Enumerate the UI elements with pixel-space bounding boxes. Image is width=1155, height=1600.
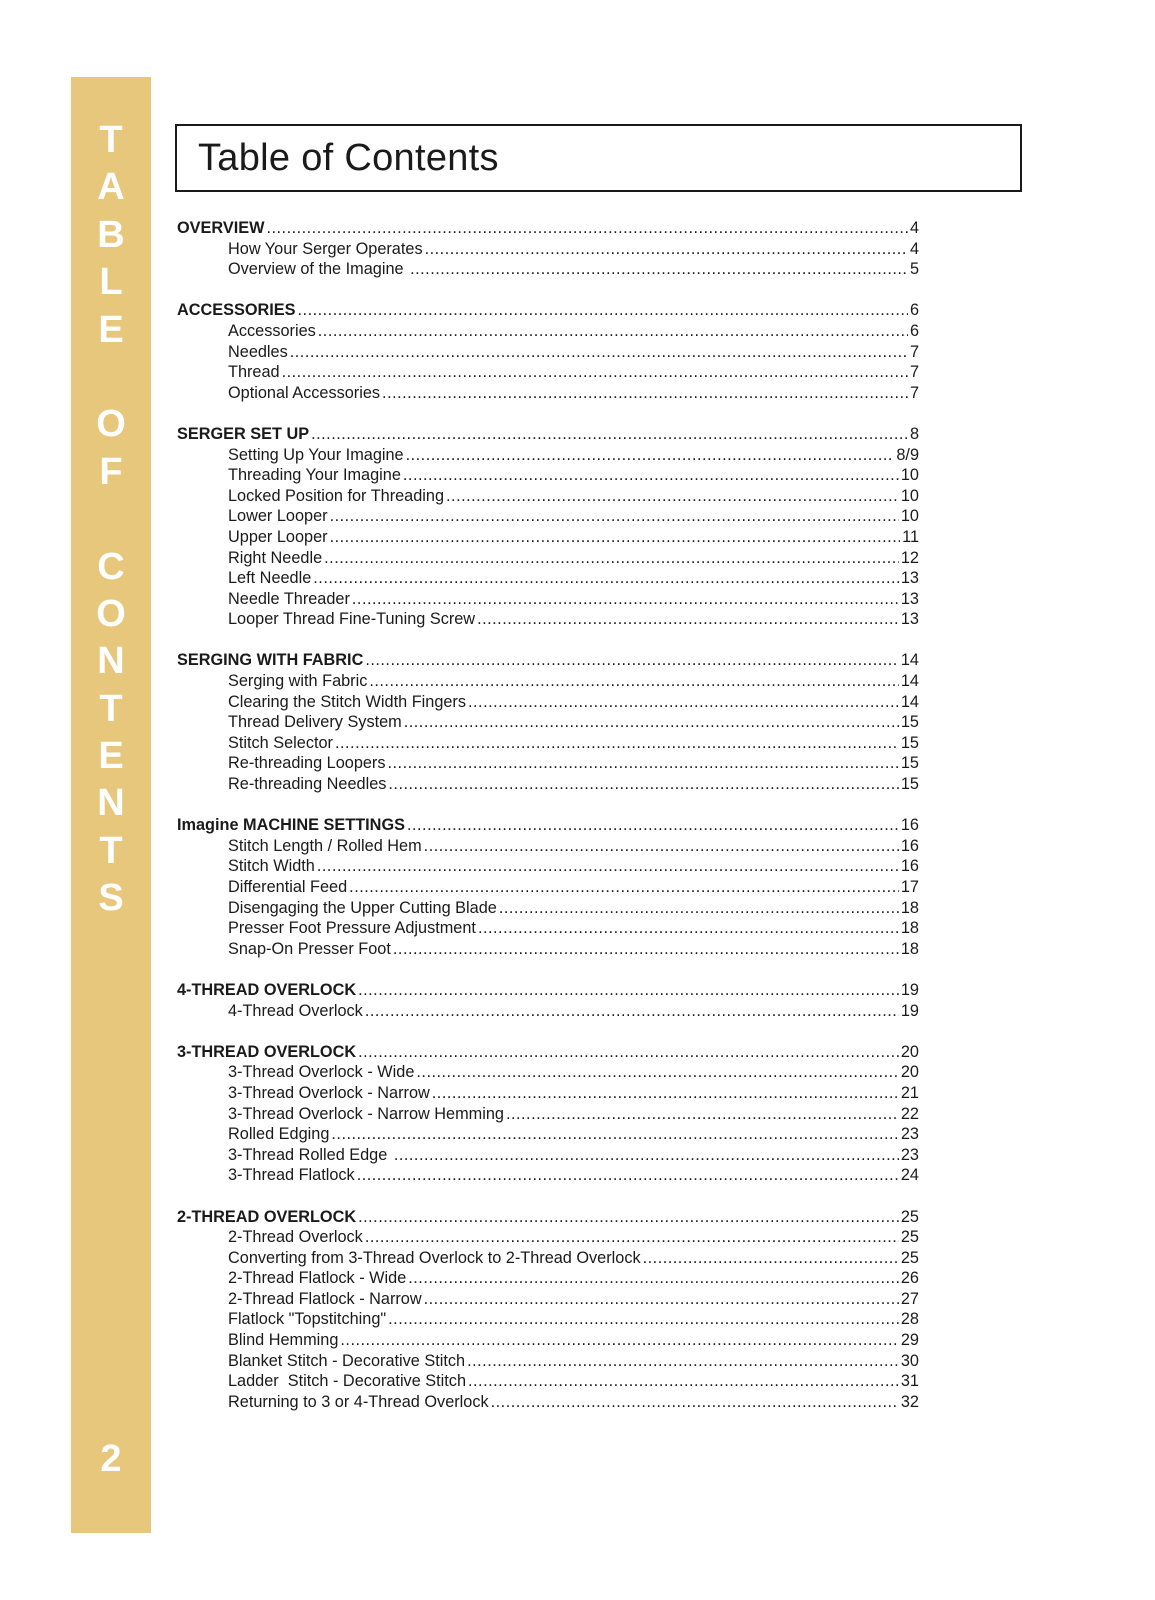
dot-leader: [478, 918, 899, 939]
toc-entry-page: 27: [900, 1289, 919, 1308]
toc-entry[interactable]: [177, 1351, 919, 1372]
toc-entry-page: 15: [900, 775, 919, 794]
side-tab-spacer: [106, 354, 117, 401]
toc-entry-page: 10: [900, 466, 919, 485]
side-tab-letter: S: [98, 877, 124, 920]
toc-entry-label: Right Needle: [228, 548, 323, 567]
side-tab-letter: F: [99, 450, 123, 493]
toc-entry-page: 18: [900, 919, 919, 938]
dot-leader: [468, 692, 899, 713]
toc-entry-label: Disengaging the Upper Cutting Blade: [228, 898, 497, 917]
toc-entry-page: 22: [900, 1104, 919, 1123]
dot-leader: [394, 1145, 899, 1166]
side-tab-band: [71, 77, 151, 1533]
toc-entry-label: Stitch Selector: [228, 733, 333, 752]
toc-entry-page: 19: [900, 1001, 919, 1020]
dot-leader: [424, 836, 899, 857]
dot-leader: [290, 342, 908, 363]
toc-entry-page: 23: [900, 1125, 919, 1144]
toc-entry-page: 16: [900, 836, 919, 855]
toc-entry[interactable]: [177, 1227, 919, 1248]
toc-entry-label: Re-threading Needles: [228, 775, 387, 794]
toc-entry[interactable]: [177, 1330, 919, 1351]
side-tab-letter: C: [97, 545, 125, 588]
toc-entry[interactable]: [177, 1371, 919, 1392]
toc-entry[interactable]: [177, 1062, 919, 1083]
toc-entry-page: 25: [900, 1228, 919, 1247]
side-tab-letter: T: [99, 687, 123, 730]
toc-entry[interactable]: [177, 1104, 919, 1125]
dot-leader: [407, 815, 899, 836]
toc-entry[interactable]: [177, 1165, 919, 1186]
toc-heading-label: 2-THREAD OVERLOCK: [177, 1207, 357, 1226]
dot-leader: [358, 980, 899, 1001]
dot-leader: [318, 321, 908, 342]
toc-entry-page: 10: [900, 486, 919, 505]
toc-section: [177, 980, 919, 1021]
toc-entry-page: 20: [900, 1063, 919, 1082]
dot-leader: [365, 1227, 899, 1248]
toc-entry-page: 24: [900, 1166, 919, 1185]
dot-leader: [365, 650, 899, 671]
toc-entry-label: Needle Threader: [228, 589, 350, 608]
toc-entry-page: 7: [909, 383, 919, 402]
toc-entry-label: Presser Foot Pressure Adjustment: [228, 919, 476, 938]
toc-entry-page: 16: [900, 857, 919, 876]
toc-entry-page: 11: [902, 527, 919, 546]
toc-entry-page: 15: [900, 713, 919, 732]
toc-entry-label: Rolled Edging: [228, 1125, 330, 1144]
toc-entry[interactable]: [177, 445, 919, 466]
toc-entry-page: 7: [909, 342, 919, 361]
dot-leader: [406, 445, 895, 466]
toc-entry[interactable]: [177, 918, 919, 939]
toc-entry-page: 7: [909, 363, 919, 382]
toc-entry[interactable]: [177, 856, 919, 877]
toc-entry[interactable]: [177, 753, 919, 774]
toc-section: [177, 1207, 919, 1413]
toc-entry[interactable]: [177, 383, 919, 404]
toc-entry[interactable]: [177, 774, 919, 795]
toc-entry-page: 13: [900, 569, 919, 588]
toc-entry-page: 4: [909, 239, 919, 258]
toc-entry-label: Differential Feed: [228, 878, 348, 896]
dot-leader: [311, 424, 908, 445]
dot-leader: [408, 1268, 899, 1289]
dot-leader: [424, 1289, 899, 1310]
toc-entry-label: 2-Thread Flatlock - Wide: [228, 1269, 407, 1288]
toc-entry[interactable]: [177, 733, 919, 754]
toc-entry[interactable]: [177, 1083, 919, 1104]
toc-entry-label: Needles: [228, 342, 288, 361]
toc-heading[interactable]: [177, 1042, 919, 1063]
toc-entry-label: Looper Thread Fine-Tuning Screw: [228, 610, 476, 629]
toc-entry-label: Ladder Stitch - Decorative Stitch: [228, 1372, 466, 1391]
side-tab-letter: E: [98, 308, 124, 351]
side-tab-spacer: [106, 496, 117, 543]
toc-entry-label: Blanket Stitch - Decorative Stitch: [228, 1351, 466, 1370]
toc-entry[interactable]: [177, 1268, 919, 1289]
toc-section: [177, 815, 919, 959]
dot-leader: [358, 1207, 899, 1228]
side-tab-letter: T: [99, 119, 123, 161]
dot-leader: [298, 300, 908, 321]
toc-entry-label: Left Needle: [228, 569, 312, 588]
dot-leader: [357, 1165, 899, 1186]
toc-heading[interactable]: [177, 815, 919, 836]
toc-entry[interactable]: [177, 589, 919, 610]
side-tab-letter: B: [97, 213, 125, 256]
dot-leader: [340, 1330, 898, 1351]
dot-leader: [388, 1309, 899, 1330]
dot-leader: [324, 548, 899, 569]
toc-entry-label: Stitch Width: [228, 857, 315, 876]
toc-entry[interactable]: [177, 1001, 919, 1022]
dot-leader: [317, 856, 899, 877]
toc-entry-page: 15: [900, 733, 919, 752]
toc-entry-page: 13: [900, 589, 919, 608]
toc-heading-page: 25: [900, 1207, 919, 1226]
toc-entry-label: Thread: [228, 363, 280, 382]
toc-entry-page: 8/9: [896, 445, 919, 464]
toc-entry-label: 3-Thread Overlock - Wide: [228, 1063, 415, 1082]
dot-leader: [358, 1042, 899, 1063]
title-box: [175, 124, 1022, 192]
toc-entry[interactable]: [177, 259, 919, 280]
toc-entry[interactable]: [177, 1309, 919, 1330]
toc-entry-label: 3-Thread Flatlock: [228, 1166, 355, 1185]
toc-entry-page: 15: [900, 754, 919, 773]
toc-entry-label: Optional Accessories: [228, 383, 381, 402]
dot-leader: [349, 877, 899, 898]
toc-entry-label: Re-threading Loopers: [228, 754, 386, 773]
toc-entry[interactable]: [177, 486, 919, 507]
toc-entry-page: 10: [900, 507, 919, 526]
dot-leader: [416, 1062, 898, 1083]
toc-entry-label: Thread Delivery System: [228, 713, 402, 732]
toc-entry[interactable]: [177, 527, 919, 548]
toc-entry-label: Lower Looper: [228, 507, 328, 526]
side-tab-letter: A: [97, 166, 125, 209]
toc-entry-page: 14: [900, 692, 919, 711]
side-tab-letter: O: [96, 403, 126, 446]
toc-entry[interactable]: [177, 671, 919, 692]
toc-entry[interactable]: [177, 836, 919, 857]
dot-leader: [335, 733, 899, 754]
dot-leader: [467, 1351, 899, 1372]
toc-entry-label: Overview of the Imagine: [228, 260, 409, 279]
toc-entry[interactable]: [177, 692, 919, 713]
toc-entry-label: Snap-On Presser Foot: [228, 939, 391, 958]
toc-heading-page: 6: [909, 301, 919, 320]
toc-entry-page: 28: [900, 1310, 919, 1329]
toc-section: [177, 300, 919, 403]
dot-leader: [477, 609, 899, 630]
toc-entry-label: Stitch Length / Rolled Hem: [228, 836, 422, 855]
dot-leader: [388, 753, 899, 774]
toc-entry-page: 31: [900, 1372, 919, 1391]
toc-entry[interactable]: [177, 1145, 919, 1166]
toc-entry-label: 4-Thread Overlock: [228, 1001, 363, 1020]
side-tab-vertical-title: [71, 117, 151, 923]
toc-heading-label: ACCESSORIES: [177, 301, 296, 320]
toc-entry[interactable]: [177, 1289, 919, 1310]
dot-leader: [266, 218, 907, 239]
toc-entry-label: Flatlock "Topstitching": [228, 1310, 387, 1329]
toc-entry[interactable]: [177, 506, 919, 527]
side-tab-letter: N: [97, 782, 125, 825]
dot-leader: [382, 383, 908, 404]
dot-leader: [468, 1371, 899, 1392]
toc-entry-label: 2-Thread Overlock: [228, 1228, 363, 1247]
toc-entry-page: 30: [900, 1351, 919, 1370]
dot-leader: [404, 712, 899, 733]
side-tab-letter: E: [98, 735, 124, 778]
dot-leader: [446, 486, 899, 507]
toc-entry-label: Clearing the Stitch Width Fingers: [228, 692, 466, 711]
dot-leader: [330, 527, 901, 548]
toc-heading[interactable]: [177, 424, 919, 445]
toc-heading[interactable]: [177, 218, 919, 239]
toc-entry-page: 26: [900, 1269, 919, 1288]
toc-heading-label: Imagine MACHINE SETTINGS: [177, 816, 405, 835]
dot-leader: [499, 898, 899, 919]
toc-entry-page: 13: [900, 610, 919, 629]
side-tab-letter: L: [99, 261, 123, 304]
toc-heading[interactable]: [177, 1207, 919, 1228]
toc-entry[interactable]: [177, 362, 919, 383]
toc-section: [177, 650, 919, 794]
toc-entry-page: 5: [909, 260, 919, 279]
toc-heading-page: 20: [900, 1042, 919, 1061]
toc-entry-page: 18: [900, 939, 919, 958]
toc-entry-label: Setting Up Your Imagine: [228, 445, 404, 464]
toc-entry-page: 17: [900, 878, 919, 896]
toc-entry-label: Accessories: [228, 321, 316, 340]
toc-entry-label: Locked Position for Threading: [228, 486, 445, 505]
toc-entry[interactable]: [177, 568, 919, 589]
toc-section: [177, 1042, 919, 1186]
toc-entry-page: 12: [900, 548, 919, 567]
dot-leader: [313, 568, 899, 589]
dot-leader: [330, 506, 899, 527]
toc-heading-page: 19: [900, 980, 919, 999]
toc-heading-label: 4-THREAD OVERLOCK: [177, 980, 357, 999]
toc-entry[interactable]: [177, 465, 919, 486]
side-tab-letter: O: [96, 592, 126, 635]
page-title: Table of Contents: [198, 137, 499, 179]
toc-heading-label: SERGING WITH FABRIC: [177, 651, 364, 670]
toc-entry[interactable]: [177, 239, 919, 260]
side-tab-letter: N: [97, 640, 125, 683]
dot-leader: [506, 1104, 899, 1125]
toc-entry-label: Serging with Fabric: [228, 672, 368, 691]
toc-entry[interactable]: [177, 712, 919, 733]
dot-leader: [369, 671, 899, 692]
dot-leader: [403, 465, 899, 486]
toc-entry-page: 6: [909, 321, 919, 340]
toc-entry[interactable]: [177, 1392, 919, 1413]
toc-entry-label: How Your Serger Operates: [228, 239, 423, 258]
toc-heading-label: 3-THREAD OVERLOCK: [177, 1042, 357, 1061]
toc-heading-label: SERGER SET UP: [177, 424, 310, 443]
dot-leader: [410, 259, 908, 280]
dot-leader: [352, 589, 899, 610]
toc-entry-page: 21: [900, 1083, 919, 1102]
dot-leader: [393, 939, 899, 960]
toc-entry-label: Blind Hemming: [228, 1331, 339, 1350]
toc-entry-label: Returning to 3 or 4-Thread Overlock: [228, 1392, 489, 1411]
toc-entry[interactable]: [177, 548, 919, 569]
dot-leader: [331, 1124, 898, 1145]
toc-heading[interactable]: [177, 650, 919, 671]
toc-entry-label: 3-Thread Rolled Edge: [228, 1145, 392, 1164]
side-tab-letter: T: [99, 829, 123, 872]
toc-entry-page: 18: [900, 898, 919, 917]
toc-entry[interactable]: [177, 939, 919, 960]
toc-heading-page: 4: [909, 219, 919, 237]
dot-leader: [643, 1248, 899, 1269]
toc-entry-page: 29: [900, 1331, 919, 1350]
toc-entry-label: 3-Thread Overlock - Narrow Hemming: [228, 1104, 504, 1123]
toc-heading-label: OVERVIEW: [177, 219, 265, 237]
toc-heading[interactable]: [177, 980, 919, 1001]
toc-entry-page: 23: [900, 1145, 919, 1164]
toc-section: [177, 218, 919, 280]
toc-entry[interactable]: [177, 1124, 919, 1145]
toc-entry[interactable]: [177, 1248, 919, 1269]
dot-leader: [425, 239, 908, 260]
dot-leader: [282, 362, 908, 383]
table-of-contents: [177, 218, 919, 1433]
dot-leader: [365, 1001, 899, 1022]
toc-entry-page: 25: [900, 1248, 919, 1267]
toc-entry-label: Converting from 3-Thread Overlock to 2-Thread Overlock: [228, 1248, 641, 1267]
toc-section: [177, 424, 919, 630]
page-number: 2: [100, 1438, 122, 1480]
toc-entry[interactable]: [177, 321, 919, 342]
toc-heading-page: 16: [900, 816, 919, 835]
toc-entry-page: 32: [900, 1392, 919, 1411]
toc-entry-label: Upper Looper: [228, 527, 328, 546]
dot-leader: [491, 1392, 899, 1413]
toc-entry-page: 14: [900, 672, 919, 691]
toc-entry-label: 2-Thread Flatlock - Narrow: [228, 1289, 422, 1308]
toc-entry[interactable]: [177, 877, 919, 898]
toc-entry[interactable]: [177, 898, 919, 919]
toc-heading-page: 8: [909, 424, 919, 443]
toc-heading-page: 14: [900, 651, 919, 670]
toc-entry-label: Threading Your Imagine: [228, 466, 401, 485]
toc-entry[interactable]: [177, 342, 919, 363]
toc-entry[interactable]: [177, 609, 919, 630]
toc-heading[interactable]: [177, 300, 919, 321]
dot-leader: [388, 774, 898, 795]
dot-leader: [432, 1083, 899, 1104]
toc-entry-label: 3-Thread Overlock - Narrow: [228, 1083, 430, 1102]
